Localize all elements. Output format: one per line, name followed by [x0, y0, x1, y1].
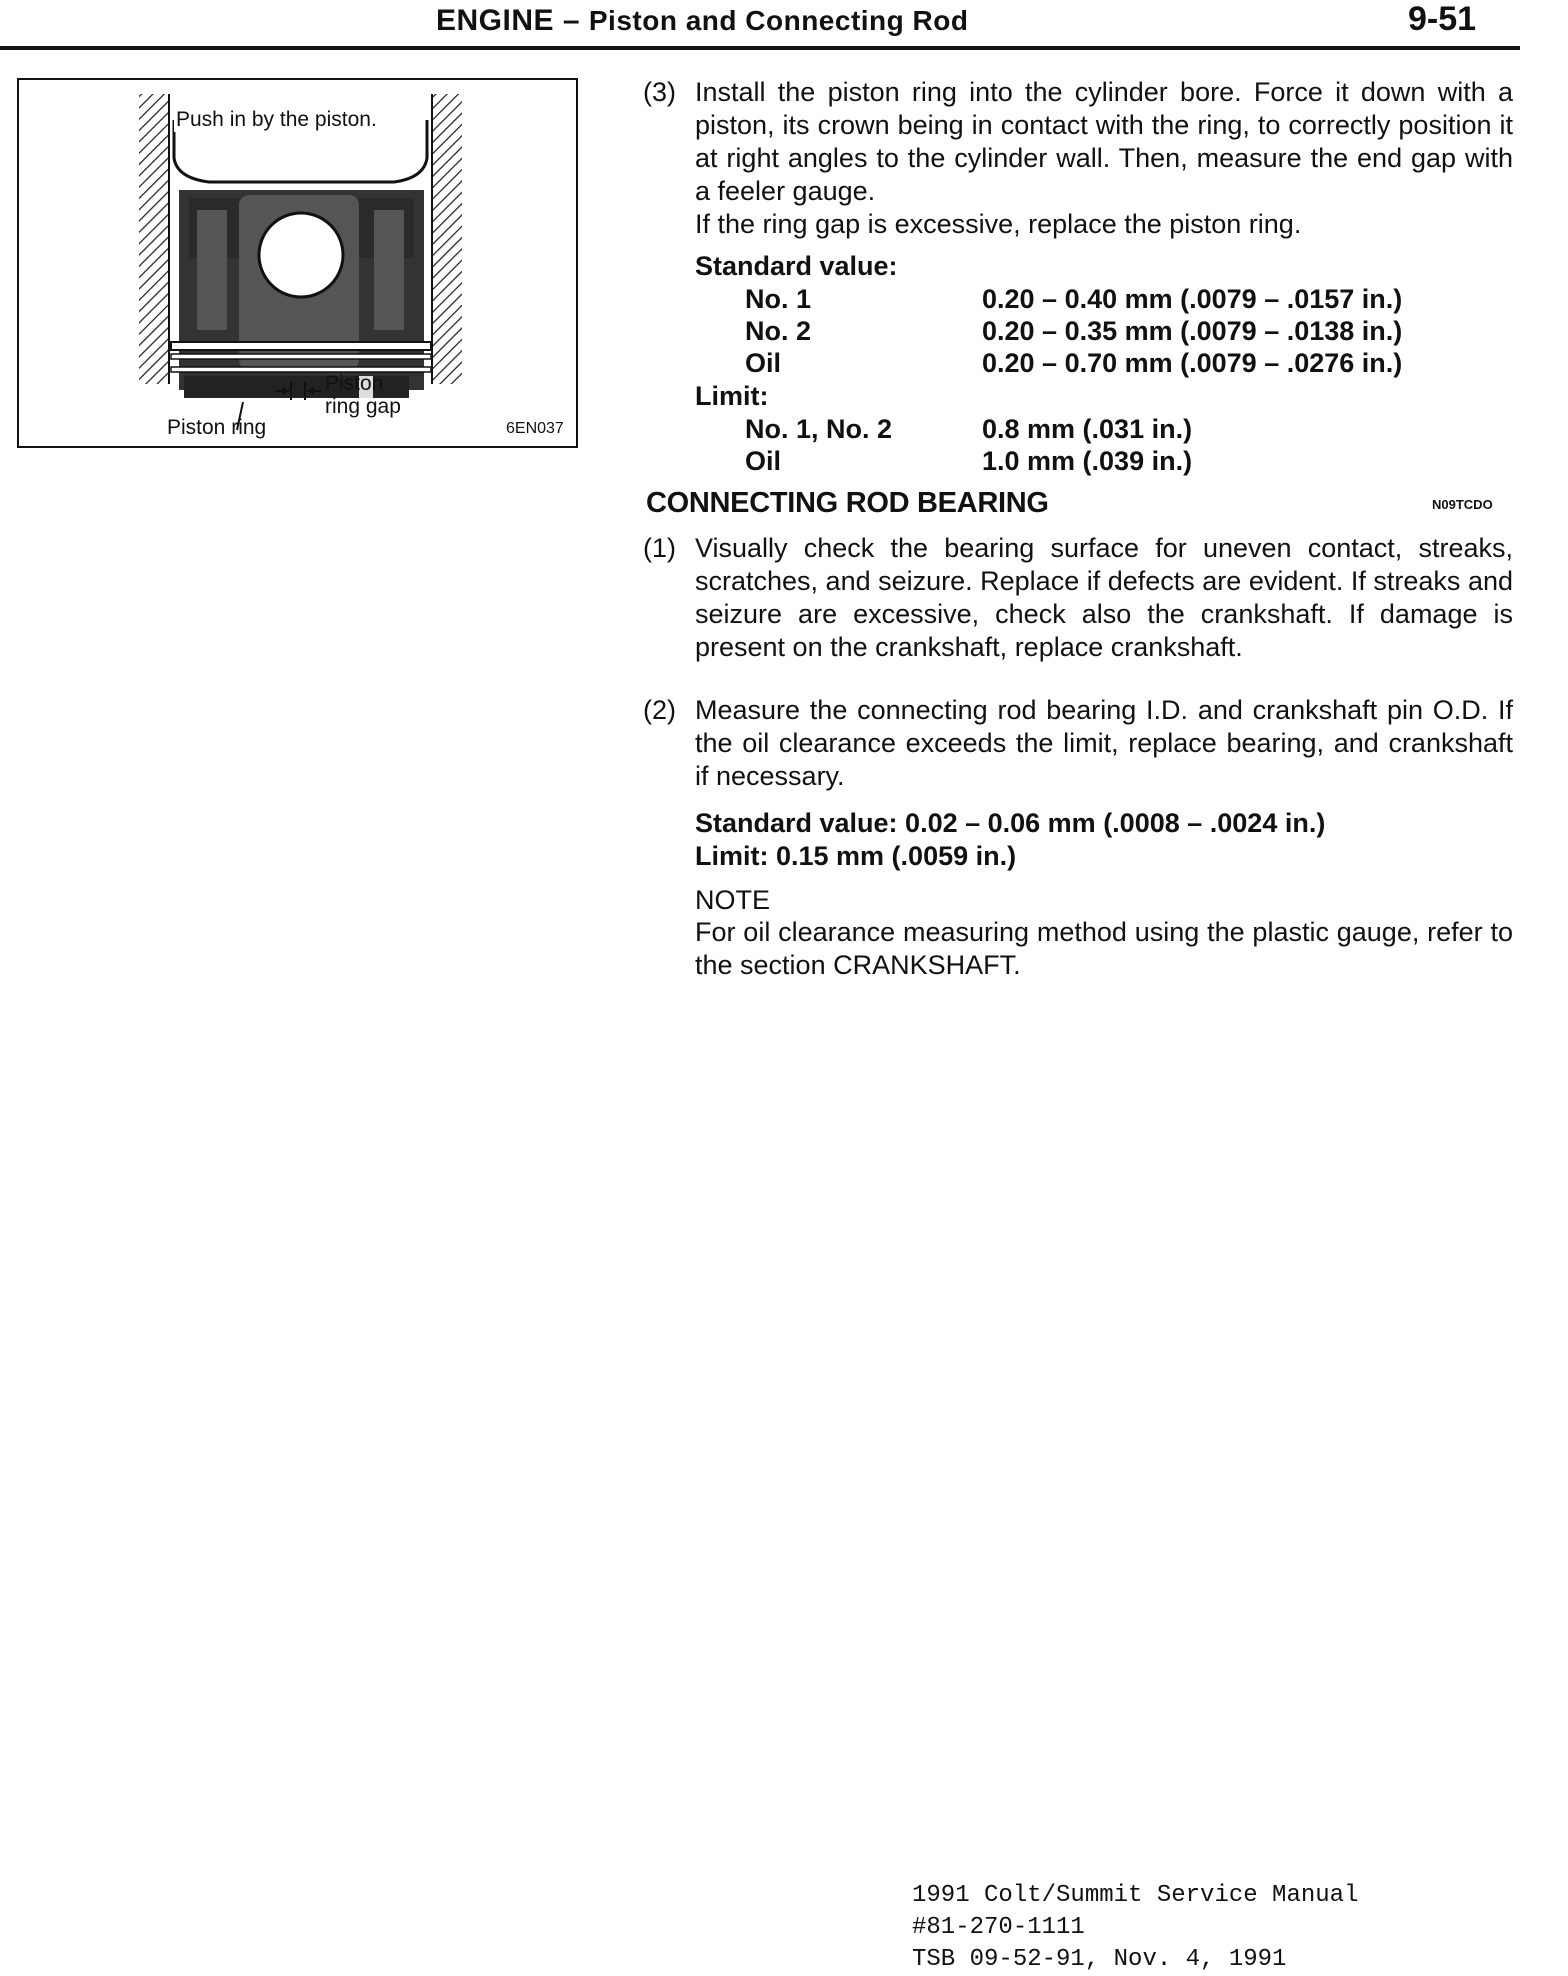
page-title — [436, 4, 968, 38]
section-heading: CONNECTING ROD BEARING — [646, 487, 1049, 519]
footer-manual-title: 1991 Colt/Summit Service Manual — [912, 1882, 1359, 1909]
limit-value: 1.0 mm (.039 in.) — [982, 446, 1193, 476]
cylinder-wall-left — [139, 94, 169, 384]
limit-label: Limit: — [695, 381, 769, 411]
spec-value: 0.20 – 0.35 mm (.0079 – .0138 in.) — [982, 316, 1403, 346]
footer-manual-number: #81-270-1111 — [912, 1914, 1085, 1941]
step-2 — [643, 694, 1513, 793]
spec-name: No. 1 — [745, 284, 812, 314]
limit-name: No. 1, No. 2 — [745, 414, 893, 444]
section-code: N09TCDO — [1432, 497, 1493, 512]
piston-ring-figure — [17, 78, 578, 448]
step-1 — [643, 532, 1513, 664]
title-section: ENGINE – — [436, 4, 589, 37]
step-number: (1) — [643, 533, 676, 563]
page-footer — [912, 1880, 1358, 1976]
piston-pin-hole — [259, 213, 343, 297]
label-ring-gap-line1: Piston — [325, 372, 384, 395]
piston-ring — [171, 342, 431, 350]
note-label: NOTE — [695, 885, 771, 915]
step-text: Visually check the bearing surface for uneven contact, streaks, scratches, and seizure. Replace if defects are evident. If streaks and seizure are excessive, check also the crankshaft. If damage is present on the crankshaft, replace crankshaft. — [695, 533, 1513, 662]
header-rule — [0, 46, 1520, 50]
step-number: (2) — [643, 695, 676, 725]
bearing-limit: Limit: 0.15 mm (.0059 in.) — [695, 841, 1017, 871]
label-ring-gap-line2: ring gap — [325, 395, 401, 418]
limit-name: Oil — [745, 446, 782, 476]
figure-code: 6EN037 — [506, 420, 564, 437]
piston-ring-illustration — [19, 80, 576, 446]
step-3 — [643, 76, 1513, 208]
bearing-standard-value: Standard value: 0.02 – 0.06 mm (.0008 – .0024 in.) — [695, 808, 1326, 838]
standard-value-label: Standard value: — [695, 251, 898, 281]
step-text: Measure the connecting rod bearing I.D. and crankshaft pin O.D. If the oil clearance exceeds the limit, replace bearing, and crankshaft if necessary. — [695, 695, 1513, 791]
label-push-in: Push in by the piston. — [176, 108, 377, 131]
step-text: Install the piston ring into the cylinder bore. Force it down with a piston, its crown being in contact with the ring, to correctly position it at right angles to the cylinder wall. Then, measure the end gap with a feeler gauge. — [695, 77, 1513, 206]
spec-name: Oil — [745, 348, 782, 378]
step-number: (3) — [643, 77, 676, 107]
page-header — [0, 0, 1520, 50]
label-piston-ring: Piston ring — [167, 416, 267, 439]
spec-name: No. 2 — [745, 316, 812, 346]
spec-value: 0.20 – 0.70 mm (.0079 – .0276 in.) — [982, 348, 1403, 378]
step-3-note: If the ring gap is excessive, replace the piston ring. — [695, 209, 1302, 239]
page-number: 9-51 — [1408, 0, 1477, 38]
footer-tsb: TSB 09-52-91, Nov. 4, 1991 — [912, 1946, 1287, 1973]
spec-value: 0.20 – 0.40 mm (.0079 – .0157 in.) — [982, 284, 1403, 314]
title-subsection: Piston and Connecting Rod — [588, 5, 969, 36]
cylinder-wall-right — [432, 94, 462, 384]
note-text: For oil clearance measuring method using the plastic gauge, refer to the section CRANKSHAFT. — [695, 917, 1513, 980]
limit-value: 0.8 mm (.031 in.) — [982, 414, 1193, 444]
